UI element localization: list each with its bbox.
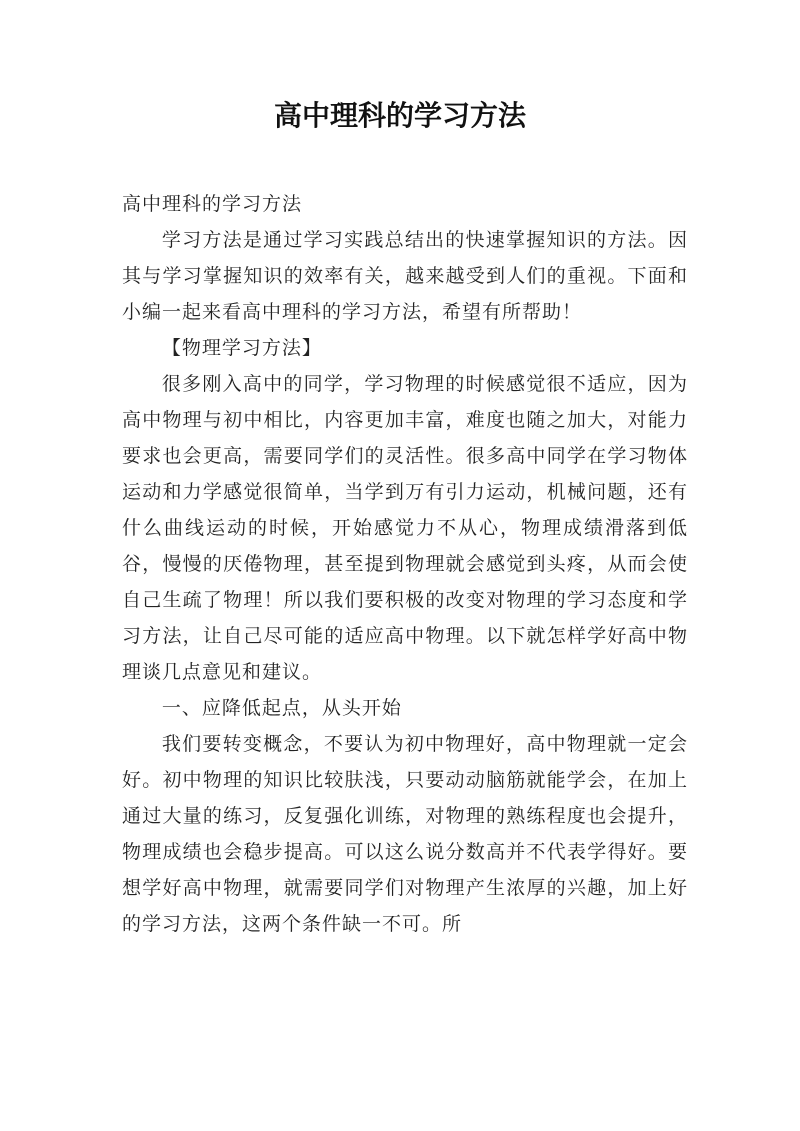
paragraph-subtitle: 高中理科的学习方法: [122, 193, 303, 215]
document-title: 高中理科的学习方法: [273, 99, 526, 132]
paragraph-physics-overview: 很多刚入高中的同学，学习物理的时候感觉很不适应，因为高中物理与初中相比，内容更加丰富，难度也随之加大，对能力要求也会更高，需要同学们的灵活性。很多高中同学在学习物体运动和力学感觉很简单，当学到万有引力运动，机械问题，还有什么曲线运动的时候，开始感觉力不从心，物理成绩滑落到低谷，慢慢的厌倦物理，甚至提到物理就会感觉到头疼，从而会使自己生疏了物理！所以我们要积极的改变对物理的学习态度和学习方法，让自己尽可能的适应高中物理。以下就怎样学好高中物理谈几点意见和建议。: [122, 373, 688, 683]
paragraph-point-one: 我们要转变概念，不要认为初中物理好，高中物理就一定会好。初中物理的知识比较肤浅，只要动动脑筋就能学会，在加上通过大量的练习，反复强化训练，对物理的熟练程度也会提升，物理成绩也会稳步提高。可以这么说分数高并不代表学得好。要想学好高中物理，就需要同学们对物理产生浓厚的兴趣，加上好的学习方法，这两个条件缺一不可。所: [122, 733, 688, 935]
paragraph-intro: 学习方法是通过学习实践总结出的快速掌握知识的方法。因其与学习掌握知识的效率有关，越来越受到人们的重视。下面和小编一起来看高中理科的学习方法，希望有所帮助！: [122, 229, 688, 323]
document-body: [122, 186, 688, 942]
section-heading-point-one: 一、应降低起点，从头开始: [161, 697, 402, 719]
section-heading-physics: 【物理学习方法】: [161, 337, 322, 359]
